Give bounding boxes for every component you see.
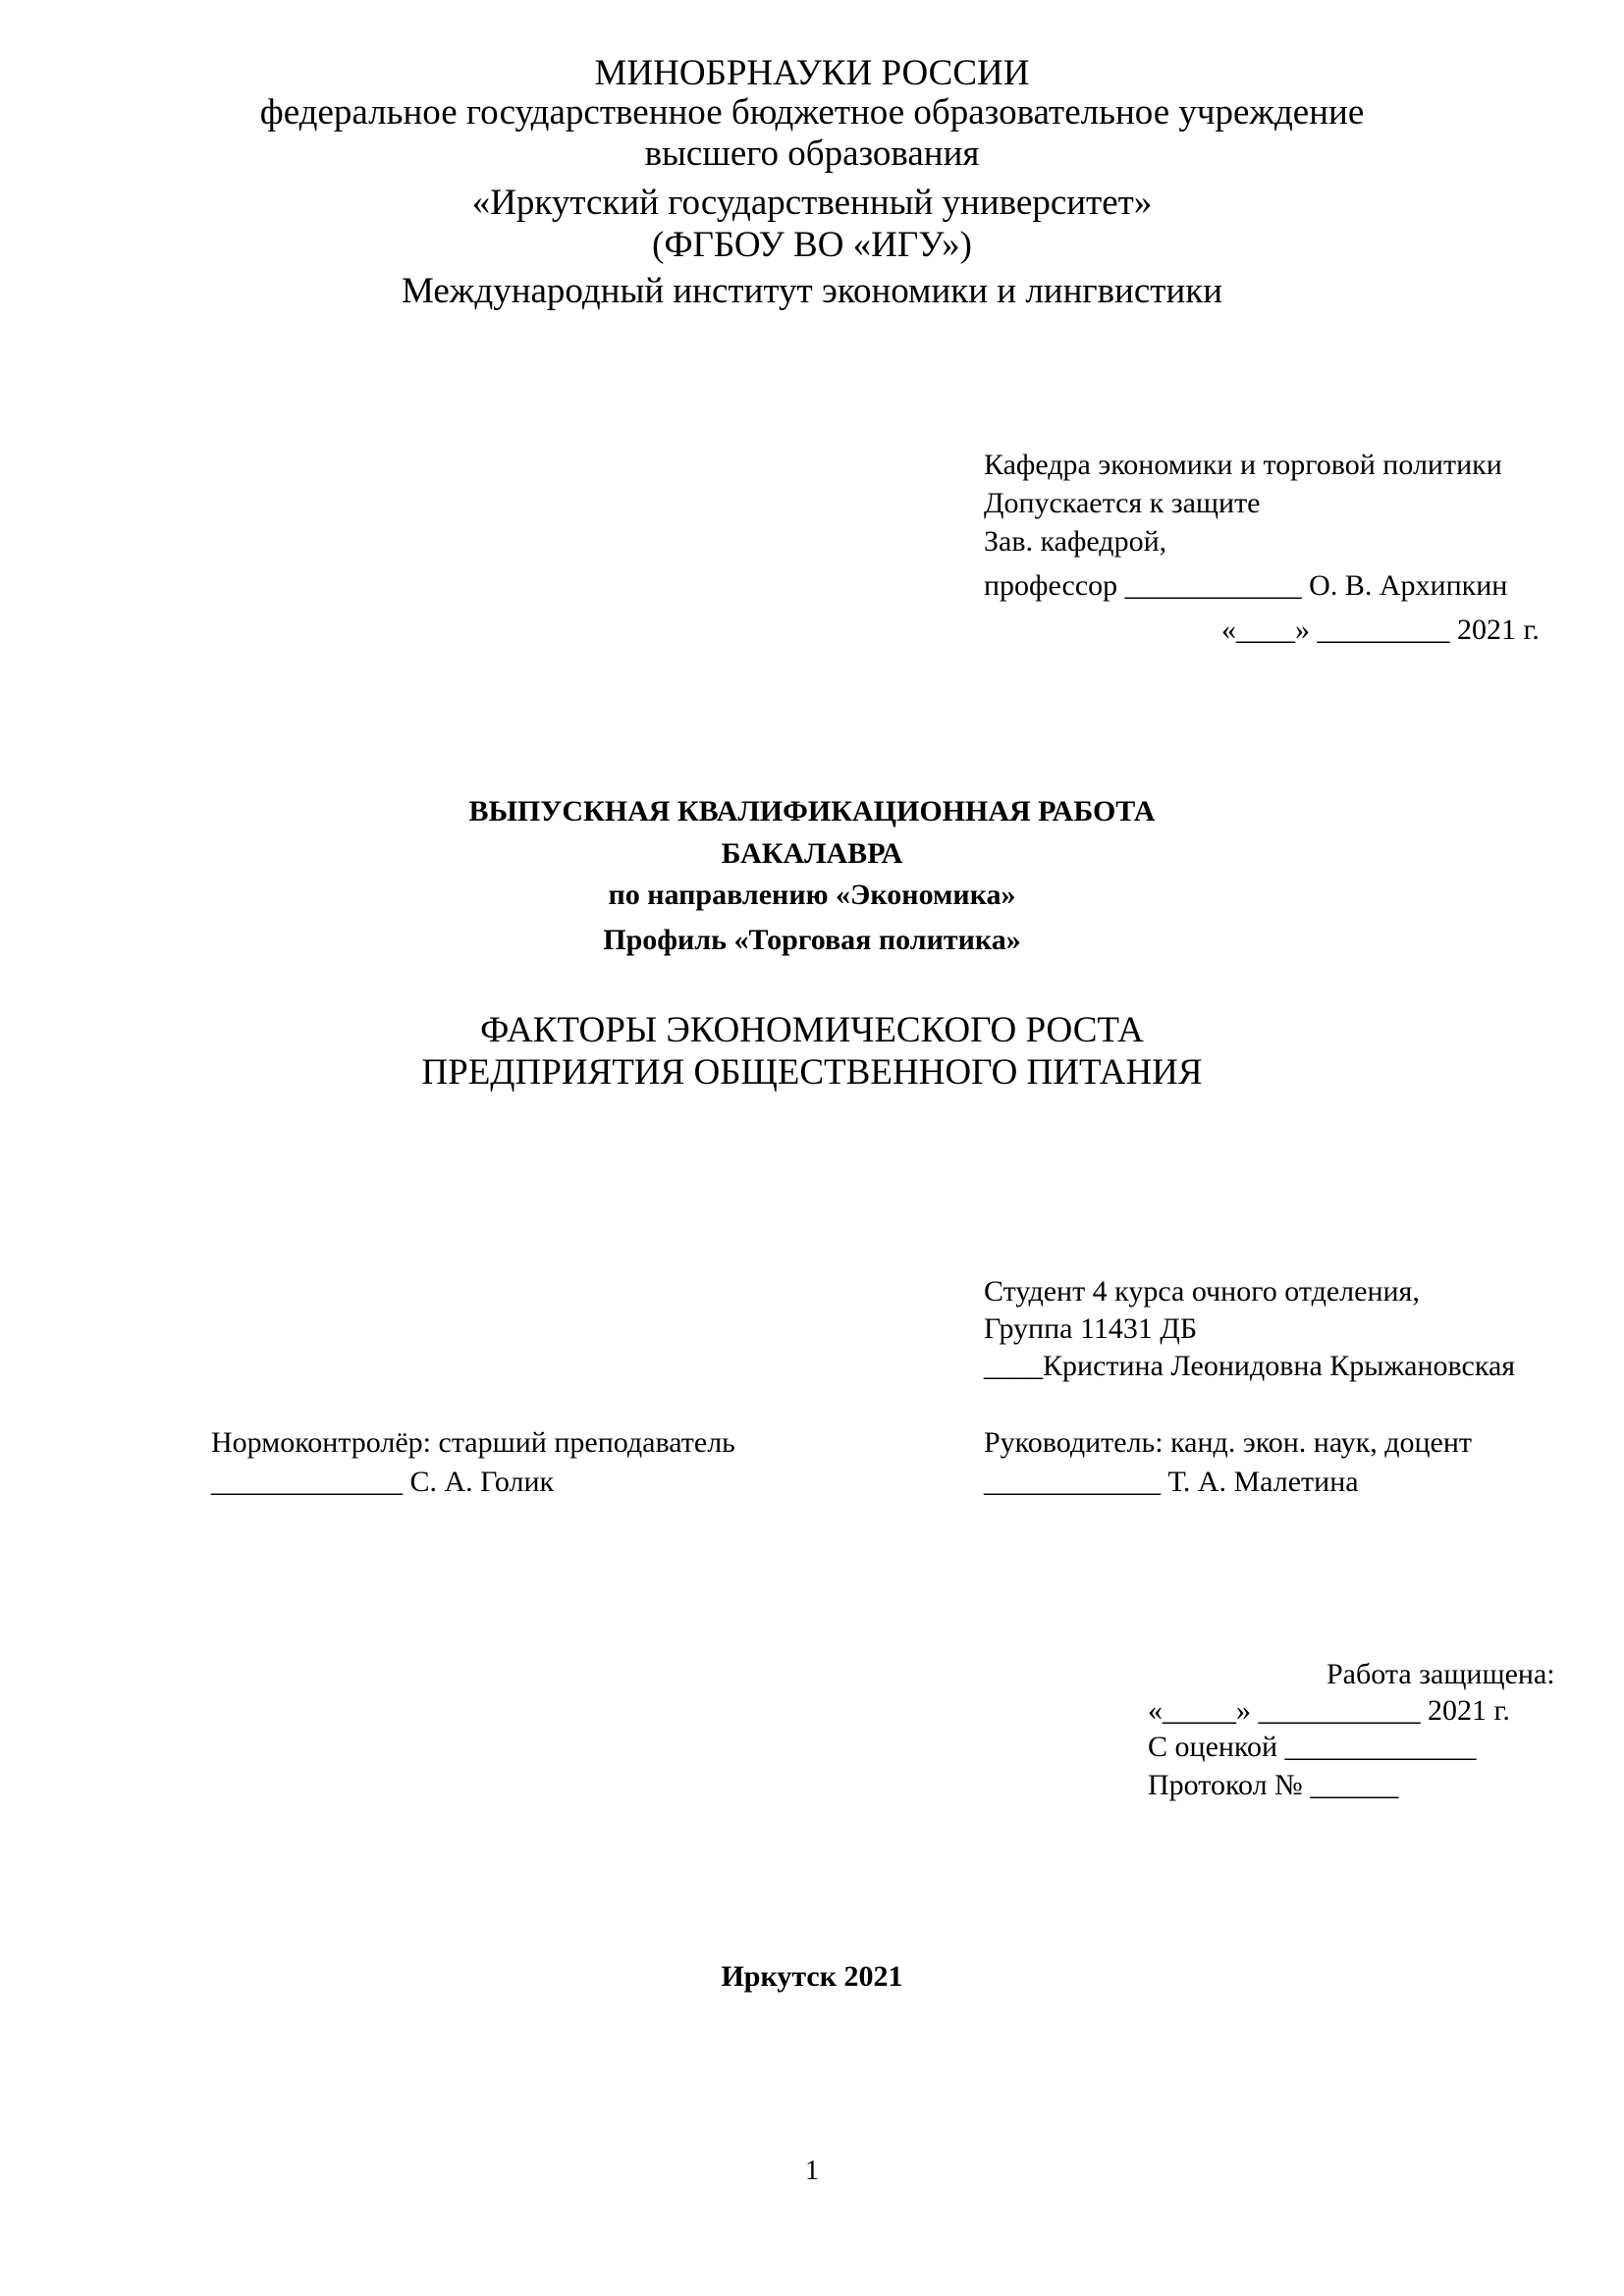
department-name: Кафедра экономики и торговой политики [984, 449, 1502, 481]
defense-status: Работа защищена: [1326, 1658, 1555, 1690]
university-abbreviation: (ФГБОУ ВО «ИГУ») [652, 225, 972, 265]
page-number: 1 [805, 2156, 819, 2186]
defense-grade-line: С оценкой _____________ [1148, 1731, 1477, 1763]
education-level: высшего образования [644, 133, 980, 174]
defense-date-line: «_____» ___________ 2021 г. [1148, 1694, 1510, 1727]
ministry: МИНОБРНАУКИ РОССИИ [594, 53, 1030, 93]
work-title-line-1: ВЫПУСКНАЯ КВАЛИФИКАЦИОННАЯ РАБОТА [468, 795, 1156, 828]
topic-line-1: ФАКТОРЫ ЭКОНОМИЧЕСКОГО РОСТА [480, 1010, 1144, 1050]
head-title: Зав. кафедрой, [984, 525, 1167, 558]
student-group: Группа 11431 ДБ [984, 1312, 1198, 1345]
supervisor-signature: ____________ Т. А. Малетина [984, 1466, 1359, 1498]
student-course: Студент 4 курса очного отделения, [984, 1275, 1420, 1308]
supervisor-title: Руководитель: канд. экон. наук, доцент [984, 1426, 1473, 1459]
student-name: ____Кристина Леонидовна Крыжановская [984, 1350, 1516, 1382]
institution-type: федеральное государственное бюджетное образовательное учреждение [259, 92, 1365, 133]
work-title-line-4: Профиль «Торговая политика» [603, 924, 1021, 956]
normcontrol-title: Нормоконтролёр: старший преподаватель [211, 1426, 735, 1459]
topic-line-2: ПРЕДПРИЯТИЯ ОБЩЕСТВЕННОГО ПИТАНИЯ [421, 1052, 1203, 1093]
defense-protocol-line: Протокол № ______ [1148, 1769, 1399, 1801]
work-title-line-3: по направлению «Экономика» [608, 879, 1016, 911]
admission-note: Допускается к защите [984, 487, 1261, 519]
work-title-line-2: БАКАЛАВРА [721, 837, 903, 870]
institute-name: Международный институт экономики и лингвистики [401, 271, 1223, 311]
normcontrol-signature: _____________ С. А. Голик [211, 1466, 555, 1498]
university-name: «Иркутский государственный университет» [471, 183, 1153, 223]
city-year: Иркутск 2021 [721, 1960, 903, 1993]
admission-date-line: «____» _________ 2021 г. [1221, 614, 1540, 646]
head-signature-line: профессор ____________ О. В. Архипкин [984, 569, 1508, 602]
